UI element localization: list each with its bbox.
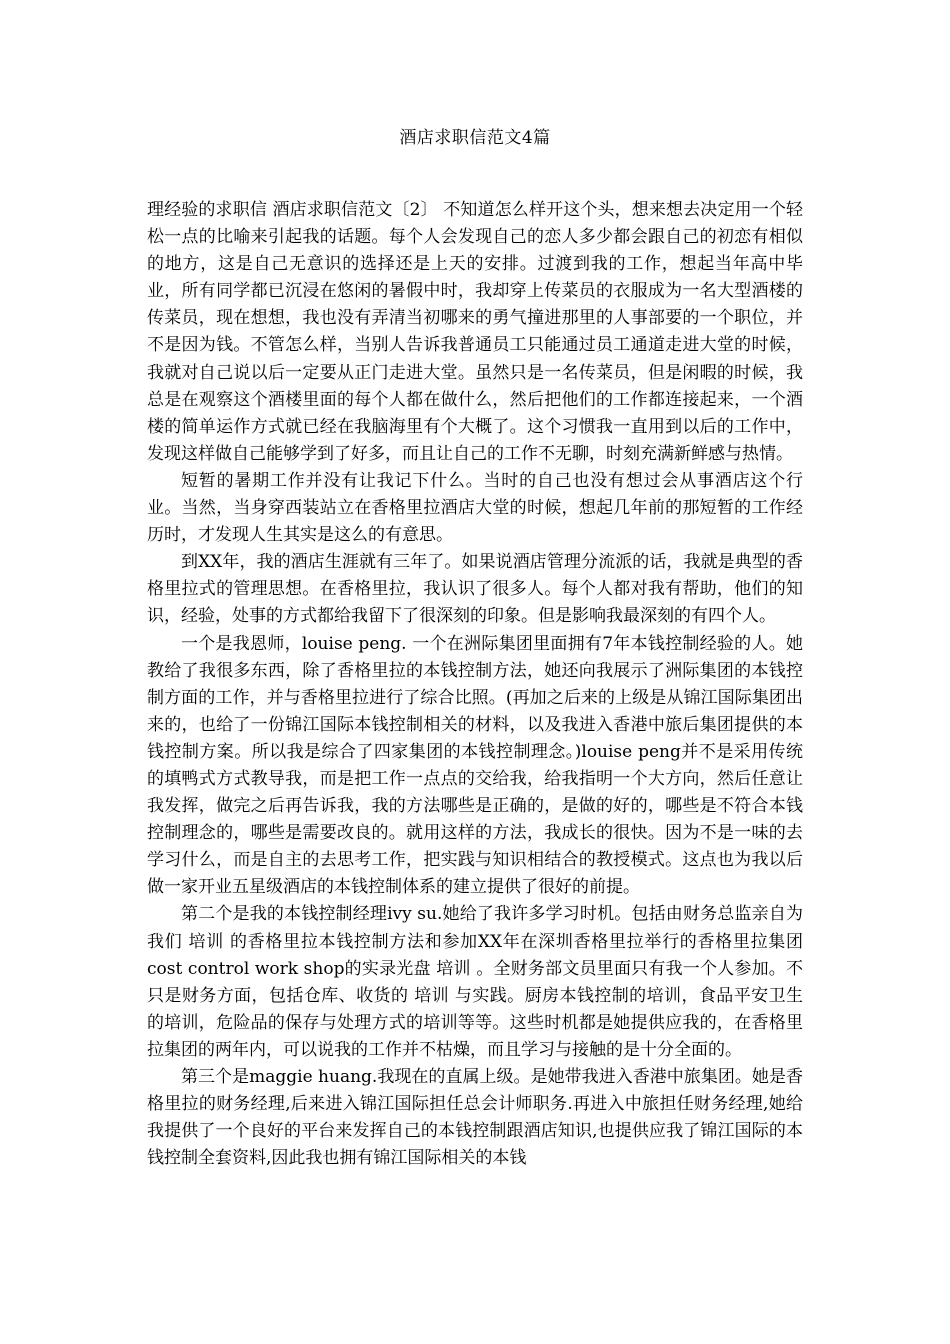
paragraph-3: 到XX年，我的酒店生涯就有三年了。如果说酒店管理分流派的话，我就是典型的香格里拉式的管理思想。在香格里拉，我认识了很多人。每个人都对我有帮助，他们的知识，经验，处事的方式都给我留下了很深刻的印象。但是影响我最深刻的有四个人。 [147, 552, 803, 627]
paragraph-1: 理经验的求职信 酒店求职信范文〔2〕 不知道怎么样开这个头，想来想去决定用一个轻松一点的比喻来引起我的话题。每个人会发现自己的恋人多少都会跟自己的初恋有相似的地方，这是自己无意识的选择还是上天的安排。过渡到我的工作，想起当年高中毕业，所有同学都已沉浸在悠闲的暑假中时，我却穿上传菜员的衣服成为一名大型酒楼的传菜员，现在想想，我也没有弄清当初哪来的勇气撞进那里的人事部要的一个职位，并不是因为钱。不管怎么样，当别人告诉我普通员工只能通过员工通道走进大堂的时候，我就对自己说以后一定要从正门走进大堂。虽然只是一名传菜员，但是闲暇的时候，我总是在观察这个酒楼里面的每个人都在做什么，然后把他们的工作都连接起来，一个酒楼的简单运作方式就已经在我脑海里有个大概了。这个习惯我一直用到以后的工作中，发现这样做自己能够学到了好多，而且让自己的工作不无聊，时刻充满新鲜感与热情。 [147, 200, 803, 464]
paragraph-6: 第三个是maggie huang.我现在的直属上级。是她带我进入香港中旅集团。她是香格里拉的财务经理,后来进入锦江国际担任总会计师职务.再进入中旅担任财务经理,她给我提供了一个良好的平台来发挥自己的本钱控制跟酒店知识,也提供应我了锦江国际的本钱控制全套资料,因此我也拥有锦江国际相关的本钱 [147, 1067, 803, 1169]
paragraph-5: 第二个是我的本钱控制经理ivy su.她给了我许多学习时机。包括由财务总监亲自为我们 培训 的香格里拉本钱控制方法和参加XX年在深圳香格里拉举行的香格里拉集团cost control work shop的实录光盘 培训 。全财务部文员里面只有我一个人参加。不只是财务方面，包括仓库、收货的 培训 与实践。厨房本钱控制的培训，食品平安卫生的培训，危险品的保存与处理方式的培训等等。这些时机都是她提供应我的，在香格里拉集团的两年内，可以说我的工作并不枯燥，而且学习与接触的是十分全面的。 [147, 904, 803, 1060]
document-body [147, 197, 803, 1172]
document-title: 酒店求职信范文4篇 [399, 128, 551, 148]
paragraph-2: 短暂的暑期工作并没有让我记下什么。当时的自己也没有想过会从事酒店这个行业。当然，当身穿西装站立在香格里拉酒店大堂的时候，想起几年前的那短暂的工作经历时，才发现人生其实是这么的有意思。 [147, 470, 803, 546]
paragraph-4: 一个是我恩师，louise peng. 一个在洲际集团里面拥有7年本钱控制经验的人。她教给了我很多东西，除了香格里拉的本钱控制方法，她还向我展示了洲际集团的本钱控制方面的工作，并与香格里拉进行了综合比照。(再加之后来的上级是从锦江国际集团出来的，也给了一份锦江国际本钱控制相关的材料，以及我进入香港中旅后集团提供的本钱控制方案。所以我是综合了四家集团的本钱控制理念。)louise peng并不是采用传统的填鸭式方式教导我，而是把工作一点点的交给我，给我指明一个大方向，然后任意让我发挥，做完之后再告诉我，我的方法哪些是正确的，是做的好的，哪些是不符合本钱控制理念的，哪些是需要改良的。就用这样的方法，我成长的很快。因为不是一味的去学习什么，而是自主的去思考工作，把实践与知识相结合的教授模式。这点也为我以后做一家开业五星级酒店的本钱控制体系的建立提供了很好的前提。 [147, 633, 803, 898]
